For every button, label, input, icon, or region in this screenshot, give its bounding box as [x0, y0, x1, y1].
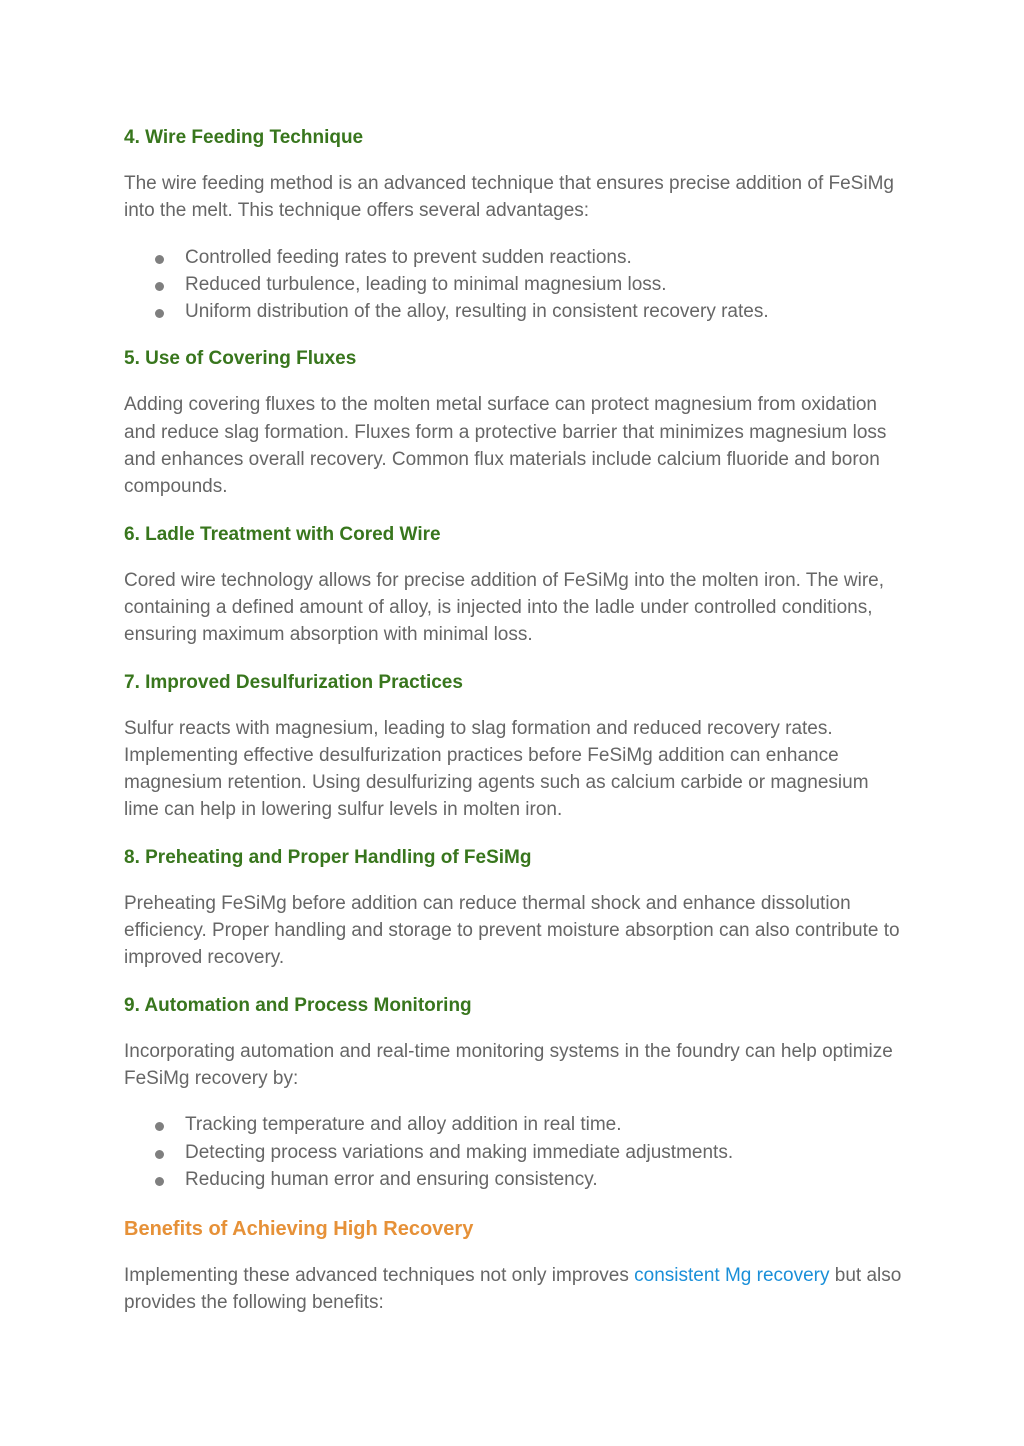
bullet-icon [155, 282, 164, 291]
list-item [124, 298, 904, 325]
list-item-text: Detecting process variations and making immediate adjustments. [185, 1141, 734, 1163]
bullet-list-automation [124, 1111, 904, 1193]
list-item-text: Uniform distribution of the alloy, resulting in consistent recovery rates. [185, 301, 769, 323]
section-heading-desulfurization: 7. Improved Desulfurization Practices [124, 671, 463, 693]
section-body-desulfurization: Sulfur reacts with magnesium, leading to slag formation and reduced recovery rates. Implementing effective desulfurization practices before FeSiMg addition can enhance magnesium retention. Using desulfurizing agents such as calcium carbide or magnesium lime can help in lowering sulfur levels in molten iron. [124, 717, 869, 821]
list-item-text: Reduced turbulence, leading to minimal magnesium loss. [185, 273, 667, 295]
benefits-body [124, 1262, 904, 1317]
list-item-text: Reducing human error and ensuring consistency. [185, 1168, 598, 1190]
section-heading-automation: 9. Automation and Process Monitoring [124, 994, 472, 1016]
section-body-covering-fluxes: Adding covering fluxes to the molten metal surface can protect magnesium from oxidation and reduce slag formation. Fluxes form a protective barrier that minimizes magnesium loss and enhances overall recovery. Common flux materials include calcium fluoride and boron compounds. [124, 394, 887, 498]
consistent-mg-recovery-link[interactable]: consistent Mg recovery [634, 1265, 830, 1287]
section-heading-covering-fluxes: 5. Use of Covering Fluxes [124, 348, 357, 370]
section-intro-wire-feeding: The wire feeding method is an advanced technique that ensures precise addition of FeSiMg into the melt. This technique offers several advantages: [124, 173, 894, 222]
list-item [124, 1166, 904, 1193]
section-heading-preheating: 8. Preheating and Proper Handling of FeSiMg [124, 846, 532, 868]
section-heading-cored-wire: 6. Ladle Treatment with Cored Wire [124, 523, 441, 545]
bullet-icon [155, 1150, 164, 1159]
list-item [124, 244, 904, 271]
list-item-text: Tracking temperature and alloy addition in real time. [185, 1114, 622, 1136]
list-item-text: Controlled feeding rates to prevent sudden reactions. [185, 246, 632, 268]
bullet-icon [155, 1122, 164, 1131]
document-page [124, 117, 904, 1317]
list-item [124, 1139, 904, 1166]
bullet-icon [155, 255, 164, 264]
section-heading-wire-feeding: 4. Wire Feeding Technique [124, 127, 364, 148]
benefits-heading: Benefits of Achieving High Recovery [124, 1218, 474, 1241]
section-body-cored-wire: Cored wire technology allows for precise addition of FeSiMg into the molten iron. The wire, containing a defined amount of alloy, is injected into the ladle under controlled conditions, ensuring maximum absorption with minimal loss. [124, 569, 885, 646]
bullet-list-wire-feeding [124, 244, 904, 326]
list-item [124, 1111, 904, 1138]
list-item [124, 271, 904, 298]
bullet-icon [155, 309, 164, 318]
benefits-text-after-link: but also provides the following benefits: [124, 1265, 902, 1314]
section-body-preheating: Preheating FeSiMg before addition can reduce thermal shock and enhance dissolution efficiency. Proper handling and storage to prevent moisture absorption can also contribute to improved recovery. [124, 892, 900, 969]
section-intro-automation: Incorporating automation and real-time monitoring systems in the foundry can help optimize FeSiMg recovery by: [124, 1040, 893, 1089]
benefits-text-before-link: Implementing these advanced techniques not only improves [124, 1265, 635, 1287]
bullet-icon [155, 1177, 164, 1186]
